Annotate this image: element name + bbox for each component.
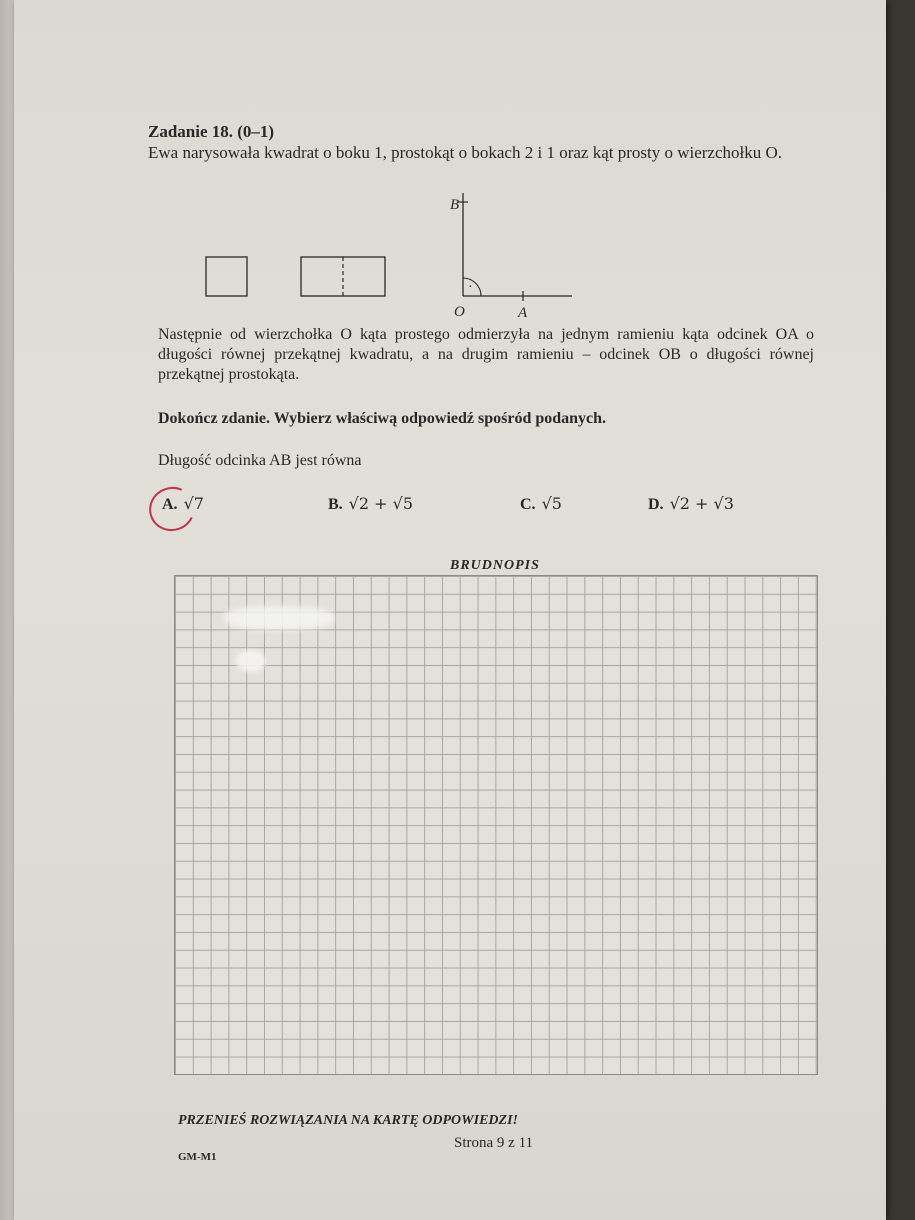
task-question: Długość odcinka AB jest równa	[158, 452, 362, 469]
option-d-letter: D.	[648, 496, 664, 513]
task-instruction: Dokończ zdanie. Wybierz właściwą odpowiedź spośród podanych.	[158, 410, 607, 427]
erased-smudge-small	[236, 650, 266, 672]
label-b: B	[450, 197, 460, 213]
square-shape	[206, 257, 247, 296]
task-title: Zadanie 18. (0–1)	[148, 122, 275, 141]
transfer-answers-note: PRZENIEŚ ROZWIĄZANIA NA KARTĘ ODPOWIEDZI!	[178, 1113, 518, 1128]
label-a: A	[518, 305, 528, 321]
option-b[interactable]	[328, 494, 413, 514]
rectangle-shape	[301, 257, 385, 296]
erased-smudge	[224, 606, 334, 630]
page-number: Strona 9 z 11	[454, 1135, 534, 1151]
task-intro: Ewa narysowała kwadrat o boku 1, prostokąt o bokach 2 i 1 oraz kąt prosty o wierzchołku O.	[148, 143, 783, 162]
task-paragraph: Następnie od wierzchołka O kąta prostego odmierzyła na jednym ramieniu kąta odcinek OA o długości równej przekątnej kwadratu, a na drugim ramieniu – odcinek OB o długości równej przekątnej prostokąta.	[158, 326, 814, 383]
exam-code: GM-M1	[178, 1151, 217, 1163]
option-c-letter: C.	[520, 496, 536, 513]
option-b-letter: B.	[328, 496, 343, 513]
option-c-value: √5	[541, 494, 562, 513]
option-b-value: √2 + √5	[348, 494, 413, 513]
draft-label: BRUDNOPIS	[450, 558, 540, 573]
option-d-value: √2 + √3	[669, 494, 734, 513]
option-c[interactable]	[520, 494, 562, 514]
draft-grid[interactable]	[174, 575, 818, 1075]
option-a-value: √7	[183, 494, 204, 513]
label-o: O	[454, 304, 465, 320]
geometry-figure	[194, 185, 594, 325]
right-angle-dot: ·	[468, 280, 473, 295]
option-d[interactable]	[648, 494, 734, 514]
option-a-letter: A.	[162, 496, 178, 513]
option-a[interactable]	[162, 494, 204, 514]
exam-page	[14, 0, 886, 1220]
